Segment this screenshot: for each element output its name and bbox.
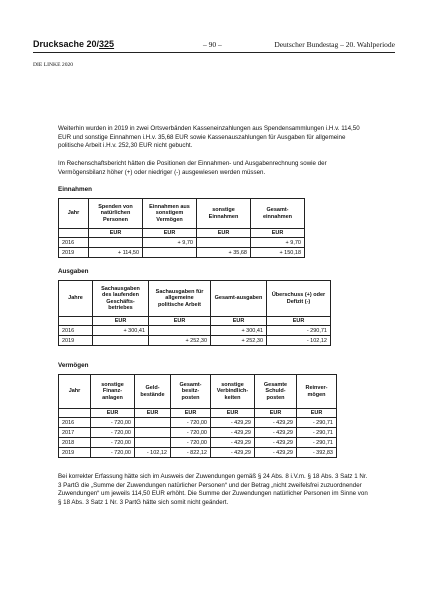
table-row (59, 336, 331, 346)
value-cell: - 102,12 (135, 448, 171, 458)
value-cell: + 300,41 (93, 326, 149, 336)
unit-cell: EUR (297, 409, 337, 418)
unit-row (59, 229, 305, 238)
unit-row (59, 317, 331, 326)
value-cell: - 720,00 (171, 438, 211, 448)
einnahmen-table (58, 198, 305, 258)
value-cell (89, 238, 143, 248)
column-header: Geld-bestände (135, 375, 171, 409)
unit-cell: EUR (211, 409, 255, 418)
value-cell: - 720,00 (91, 448, 135, 458)
value-cell: - 429,29 (211, 448, 255, 458)
empty-cell (59, 229, 89, 238)
column-header: Jahre (59, 281, 93, 317)
table-row (59, 238, 305, 248)
value-cell: + 114,50 (89, 248, 143, 258)
unit-cell: EUR (135, 409, 171, 418)
unit-cell: EUR (255, 409, 297, 418)
drucksache-label: Drucksache 20/ (33, 39, 100, 49)
column-header: Gesamt-besitz-posten (171, 375, 211, 409)
year-cell: 2019 (59, 336, 93, 346)
page-header (33, 39, 395, 51)
value-cell: - 392,83 (297, 448, 337, 458)
table-row (59, 418, 337, 428)
column-header: sonstige Finanz-anlagen (91, 375, 135, 409)
table-row (59, 248, 305, 258)
table-row (59, 448, 337, 458)
unit-row (59, 409, 337, 418)
column-header: sonstige Verbindlich-keiten (211, 375, 255, 409)
column-header: sonstige Einnahmen (197, 199, 251, 229)
unit-cell: EUR (93, 317, 149, 326)
year-cell: 2016 (59, 418, 91, 428)
year-cell: 2016 (59, 326, 93, 336)
unit-cell: EUR (267, 317, 331, 326)
column-header: Reinver-mögen (297, 375, 337, 409)
table-row (59, 326, 331, 336)
drucksache-number: 325 (99, 39, 115, 49)
value-cell: + 9,70 (143, 238, 197, 248)
value-cell: - 720,00 (91, 438, 135, 448)
value-cell: - 822,12 (171, 448, 211, 458)
value-cell: - 720,00 (91, 428, 135, 438)
document-number (33, 39, 114, 49)
value-cell (197, 238, 251, 248)
unit-cell: EUR (91, 409, 135, 418)
party-label: DIE LINKE 2020 (33, 62, 74, 68)
column-header: Einnahmen aus sonstigem Vermögen (143, 199, 197, 229)
value-cell (149, 326, 211, 336)
value-cell: - 429,29 (255, 418, 297, 428)
value-cell (143, 248, 197, 258)
value-cell: + 9,70 (251, 238, 305, 248)
vermoegen-table (58, 374, 337, 458)
table-row (59, 438, 337, 448)
column-header: Jahr (59, 375, 91, 409)
vermoegen-title: Vermögen (58, 362, 89, 369)
empty-cell (59, 317, 93, 326)
unit-cell: EUR (197, 229, 251, 238)
value-cell: - 720,00 (91, 418, 135, 428)
value-cell (135, 438, 171, 448)
value-cell (135, 428, 171, 438)
legislature-info: Deutscher Bundestag – 20. Wahlperiode (274, 40, 395, 49)
ausgaben-title: Ausgaben (58, 268, 89, 275)
year-cell: 2017 (59, 428, 91, 438)
einnahmen-title: Einnahmen (58, 186, 92, 193)
value-cell: - 429,29 (211, 418, 255, 428)
column-header: Jahr (59, 199, 89, 229)
column-header: Überschuss (+) oder Defizit (-) (267, 281, 331, 317)
unit-cell: EUR (251, 229, 305, 238)
value-cell (93, 336, 149, 346)
value-cell (135, 418, 171, 428)
unit-cell: EUR (143, 229, 197, 238)
year-cell: 2019 (59, 248, 89, 258)
unit-cell: EUR (89, 229, 143, 238)
value-cell: + 252,30 (149, 336, 211, 346)
value-cell: - 290,71 (297, 438, 337, 448)
table-header-row (59, 375, 337, 409)
column-header: Spenden von natürlichen Personen (89, 199, 143, 229)
value-cell: - 429,29 (255, 438, 297, 448)
conclusion-paragraph: Bei korrekter Erfassung hätte sich im Ausweis der Zuwendungen gemäß § 24 Abs. 8 i.V.m. § 18 Abs. 3 Satz 1 Nr. 3 PartG die „Summe der Zuwendungen natürlicher Personen“ und der Betrag „nicht zweifelsfrei zuzuordnender Zuwendungen“ um jeweils 114,50 EUR erhöht. Die Summe der Zuwendungen natürlicher Personen im Sinne von § 18 Abs. 3 Satz 1 Nr. 3 PartG hätte sich somit nicht geändert. (58, 473, 368, 506)
value-cell: - 720,00 (171, 428, 211, 438)
table-header-row (59, 199, 305, 229)
intro-paragraph: Weiterhin wurden in 2019 in zwei Ortsverbänden Kasseneinzahlungen aus Spendensammlungen i.H.v. 114,50 EUR und sonstige Einnahmen i.H.v. 35,68 EUR sowie Kassenauszahlungen für Ausgaben für allgemeine politische Arbeit i.H.v. 252,30 EUR nicht gebucht. (58, 125, 360, 149)
value-cell: + 252,30 (211, 336, 267, 346)
value-cell: - 102,12 (267, 336, 331, 346)
column-header: Gesamt-ausgaben (211, 281, 267, 317)
unit-cell: EUR (171, 409, 211, 418)
value-cell: - 429,29 (211, 428, 255, 438)
year-cell: 2016 (59, 238, 89, 248)
year-cell: 2018 (59, 438, 91, 448)
page-number: – 90 – (203, 40, 222, 49)
value-cell: + 300,41 (211, 326, 267, 336)
value-cell: - 290,71 (297, 418, 337, 428)
column-header: Gesamte Schuld-posten (255, 375, 297, 409)
column-header: Gesamt-einnahmen (251, 199, 305, 229)
value-cell: - 720,00 (171, 418, 211, 428)
year-cell: 2019 (59, 448, 91, 458)
unit-cell: EUR (211, 317, 267, 326)
value-cell: - 290,71 (267, 326, 331, 336)
value-cell: - 290,71 (297, 428, 337, 438)
table-row (59, 428, 337, 438)
unit-cell: EUR (149, 317, 211, 326)
value-cell: - 429,29 (255, 428, 297, 438)
column-header: Sachausgaben des laufenden Geschäfts-betriebes (93, 281, 149, 317)
value-cell: - 429,29 (255, 448, 297, 458)
ausgaben-table (58, 280, 331, 346)
value-cell: - 429,29 (211, 438, 255, 448)
table-header-row (59, 281, 331, 317)
column-header: Sachausgaben für allgemeine politische Arbeit (149, 281, 211, 317)
value-cell: + 150,18 (251, 248, 305, 258)
value-cell: + 35,68 (197, 248, 251, 258)
explanation-paragraph: Im Rechenschaftsbericht hätten die Positionen der Einnahmen- und Ausgabenrechnung sowie der Vermögensbilanz höher (+) oder niedriger (-) ausgewiesen werden müssen. (58, 160, 327, 176)
header-rule (33, 52, 395, 53)
empty-cell (59, 409, 91, 418)
